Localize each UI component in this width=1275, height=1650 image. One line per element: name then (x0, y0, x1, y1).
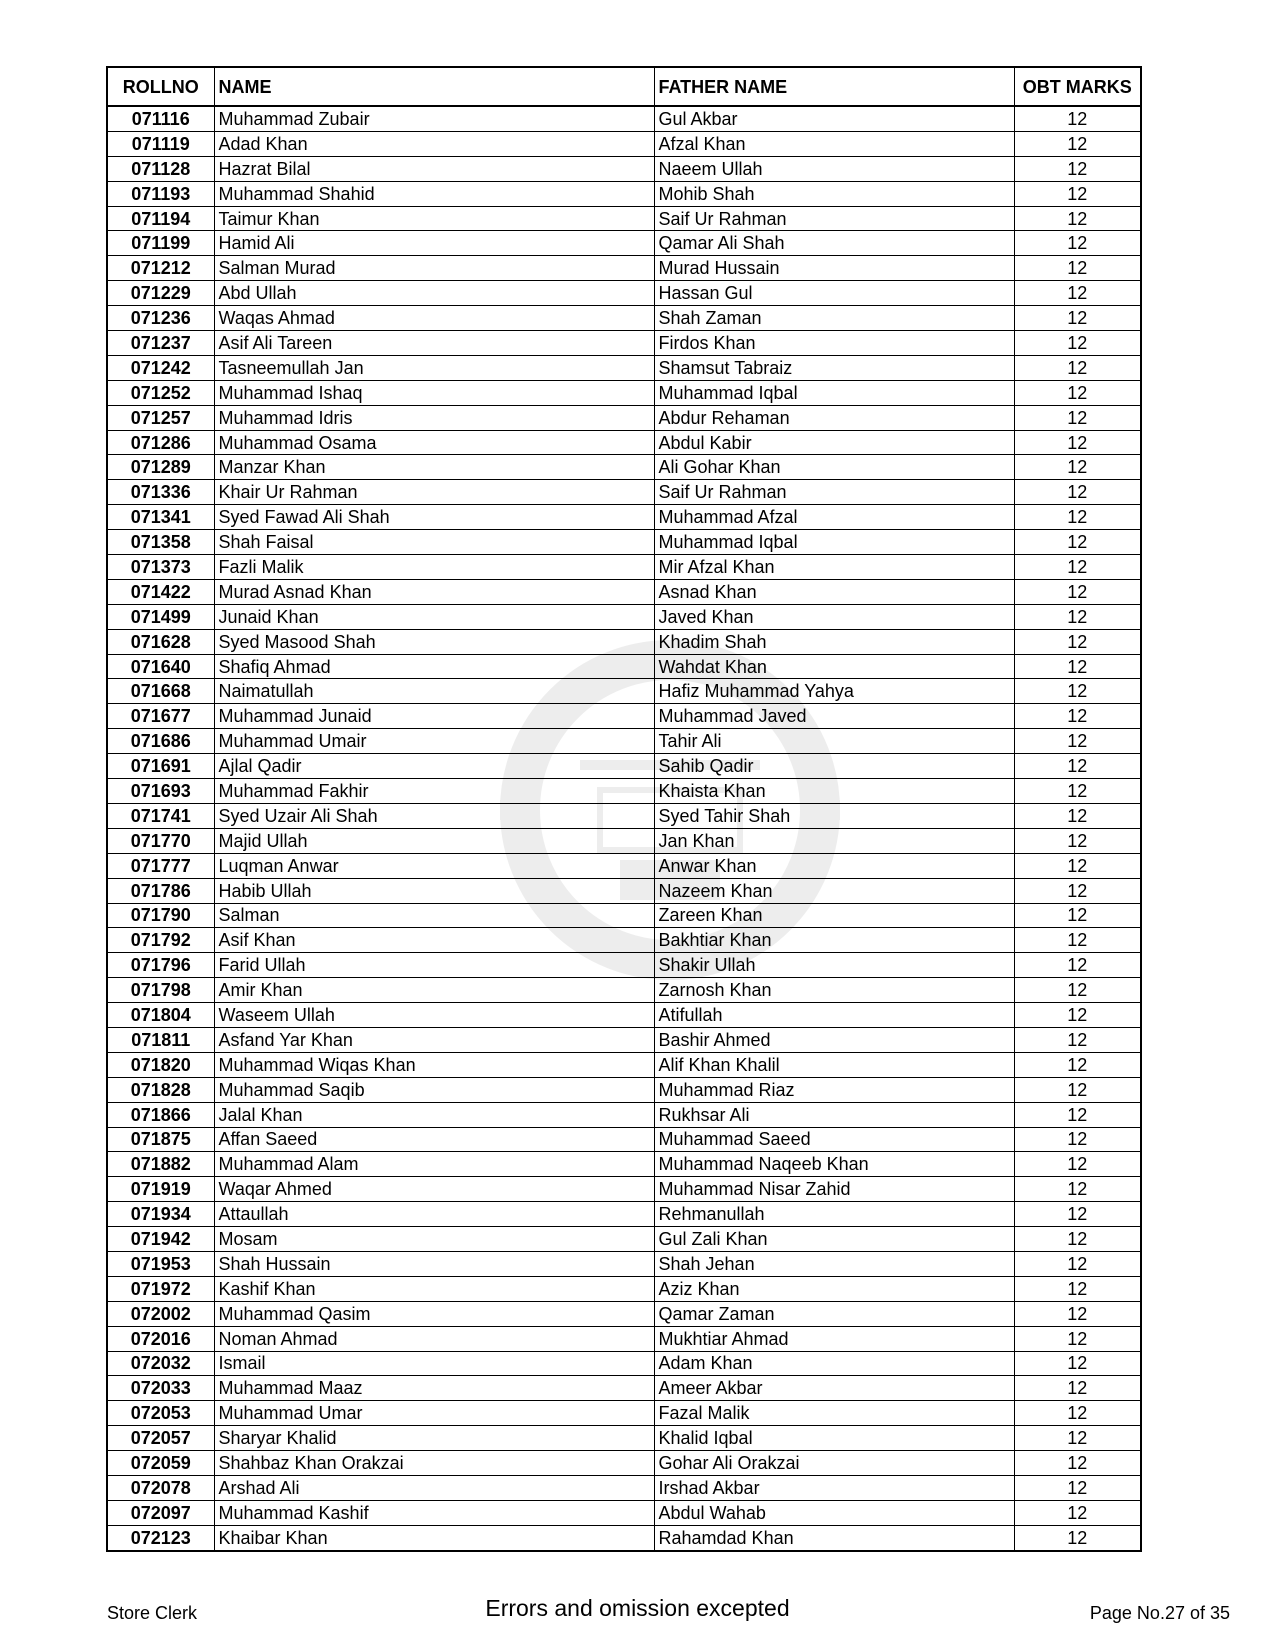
table-row (107, 779, 1141, 804)
roll-number-cell: 071796 (107, 953, 214, 978)
roll-number-cell: 071875 (107, 1127, 214, 1152)
father-name-cell: Saif Ur Rahman (654, 206, 1014, 231)
name-cell: Khaibar Khan (214, 1525, 654, 1550)
roll-number-cell: 071790 (107, 903, 214, 928)
father-name-cell: Gul Akbar (654, 106, 1014, 131)
name-cell: Khair Ur Rahman (214, 480, 654, 505)
roll-number-cell: 071972 (107, 1276, 214, 1301)
name-cell: Muhammad Wiqas Khan (214, 1052, 654, 1077)
marks-cell: 12 (1014, 1152, 1141, 1177)
roll-number-cell: 071882 (107, 1152, 214, 1177)
marks-cell: 12 (1014, 1102, 1141, 1127)
name-cell: Muhammad Ishaq (214, 380, 654, 405)
table-row (107, 1326, 1141, 1351)
father-name-cell: Muhammad Riaz (654, 1077, 1014, 1102)
father-name-cell: Bakhtiar Khan (654, 928, 1014, 953)
father-name-cell: Khalid Iqbal (654, 1426, 1014, 1451)
roll-number-cell: 071422 (107, 579, 214, 604)
table-row (107, 430, 1141, 455)
name-cell: Muhammad Saqib (214, 1077, 654, 1102)
father-name-cell: Bashir Ahmed (654, 1027, 1014, 1052)
name-cell: Arshad Ali (214, 1475, 654, 1500)
roll-number-cell: 071237 (107, 331, 214, 356)
roll-number-cell: 071942 (107, 1227, 214, 1252)
marks-cell: 12 (1014, 1251, 1141, 1276)
name-cell: Muhammad Qasim (214, 1301, 654, 1326)
table-row (107, 281, 1141, 306)
roll-number-cell: 071286 (107, 430, 214, 455)
roll-number-cell: 071199 (107, 231, 214, 256)
marks-cell: 12 (1014, 1500, 1141, 1525)
father-name-cell: Gul Zali Khan (654, 1227, 1014, 1252)
name-cell: Adad Khan (214, 131, 654, 156)
marks-cell: 12 (1014, 1525, 1141, 1550)
table-row (107, 1525, 1141, 1550)
name-cell: Syed Uzair Ali Shah (214, 803, 654, 828)
father-name-cell: Firdos Khan (654, 331, 1014, 356)
table-row (107, 106, 1141, 131)
roll-number-cell: 071741 (107, 803, 214, 828)
roll-number-cell: 071777 (107, 853, 214, 878)
roll-number-cell: 071194 (107, 206, 214, 231)
roll-number-cell: 072002 (107, 1301, 214, 1326)
table-row (107, 380, 1141, 405)
table-row (107, 231, 1141, 256)
marks-cell: 12 (1014, 281, 1141, 306)
marks-cell: 12 (1014, 156, 1141, 181)
header-name: NAME (214, 67, 654, 106)
marks-cell: 12 (1014, 779, 1141, 804)
father-name-cell: Rehmanullah (654, 1202, 1014, 1227)
marks-cell: 12 (1014, 1227, 1141, 1252)
marks-cell: 12 (1014, 903, 1141, 928)
marks-cell: 12 (1014, 754, 1141, 779)
results-table (106, 66, 1142, 1552)
father-name-cell: Jan Khan (654, 828, 1014, 853)
table-row (107, 1251, 1141, 1276)
table-row (107, 480, 1141, 505)
father-name-cell: Shamsut Tabraiz (654, 355, 1014, 380)
footer-page-number: Page No.27 of 35 (1089, 1603, 1230, 1623)
father-name-cell: Zarnosh Khan (654, 978, 1014, 1003)
father-name-cell: Saif Ur Rahman (654, 480, 1014, 505)
roll-number-cell: 071242 (107, 355, 214, 380)
name-cell: Farid Ullah (214, 953, 654, 978)
father-name-cell: Qamar Ali Shah (654, 231, 1014, 256)
roll-number-cell: 072059 (107, 1451, 214, 1476)
father-name-cell: Abdur Rehaman (654, 405, 1014, 430)
father-name-cell: Fazal Malik (654, 1401, 1014, 1426)
marks-cell: 12 (1014, 1027, 1141, 1052)
father-name-cell: Gohar Ali Orakzai (654, 1451, 1014, 1476)
table-row (107, 530, 1141, 555)
father-name-cell: Murad Hussain (654, 256, 1014, 281)
table-row (107, 1003, 1141, 1028)
marks-cell: 12 (1014, 629, 1141, 654)
marks-cell: 12 (1014, 206, 1141, 231)
name-cell: Luqman Anwar (214, 853, 654, 878)
roll-number-cell: 071341 (107, 505, 214, 530)
name-cell: Muhammad Maaz (214, 1376, 654, 1401)
table-row (107, 853, 1141, 878)
roll-number-cell: 072053 (107, 1401, 214, 1426)
roll-number-cell: 071919 (107, 1177, 214, 1202)
table-row (107, 1127, 1141, 1152)
father-name-cell: Tahir Ali (654, 729, 1014, 754)
father-name-cell: Syed Tahir Shah (654, 803, 1014, 828)
roll-number-cell: 071786 (107, 878, 214, 903)
name-cell: Muhammad Umar (214, 1401, 654, 1426)
table-row (107, 679, 1141, 704)
roll-number-cell: 071628 (107, 629, 214, 654)
marks-cell: 12 (1014, 1426, 1141, 1451)
name-cell: Hazrat Bilal (214, 156, 654, 181)
father-name-cell: Ameer Akbar (654, 1376, 1014, 1401)
table-row (107, 455, 1141, 480)
roll-number-cell: 072123 (107, 1525, 214, 1550)
roll-number-cell: 071116 (107, 106, 214, 131)
roll-number-cell: 071640 (107, 654, 214, 679)
roll-number-cell: 071770 (107, 828, 214, 853)
father-name-cell: Shakir Ullah (654, 953, 1014, 978)
marks-cell: 12 (1014, 1127, 1141, 1152)
table-row (107, 1202, 1141, 1227)
marks-cell: 12 (1014, 355, 1141, 380)
father-name-cell: Rahamdad Khan (654, 1525, 1014, 1550)
roll-number-cell: 071953 (107, 1251, 214, 1276)
marks-cell: 12 (1014, 704, 1141, 729)
table-row (107, 629, 1141, 654)
father-name-cell: Alif Khan Khalil (654, 1052, 1014, 1077)
table-row (107, 1351, 1141, 1376)
marks-cell: 12 (1014, 430, 1141, 455)
father-name-cell: Muhammad Saeed (654, 1127, 1014, 1152)
name-cell: Salman (214, 903, 654, 928)
header-rollno: ROLLNO (107, 67, 214, 106)
father-name-cell: Khadim Shah (654, 629, 1014, 654)
roll-number-cell: 071257 (107, 405, 214, 430)
father-name-cell: Muhammad Iqbal (654, 380, 1014, 405)
marks-cell: 12 (1014, 729, 1141, 754)
father-name-cell: Shah Jehan (654, 1251, 1014, 1276)
marks-cell: 12 (1014, 106, 1141, 131)
table-row (107, 156, 1141, 181)
table-row (107, 131, 1141, 156)
name-cell: Tasneemullah Jan (214, 355, 654, 380)
marks-cell: 12 (1014, 679, 1141, 704)
marks-cell: 12 (1014, 231, 1141, 256)
roll-number-cell: 071828 (107, 1077, 214, 1102)
marks-cell: 12 (1014, 953, 1141, 978)
table-row (107, 1376, 1141, 1401)
marks-cell: 12 (1014, 1301, 1141, 1326)
roll-number-cell: 071193 (107, 181, 214, 206)
roll-number-cell: 071128 (107, 156, 214, 181)
table-row (107, 331, 1141, 356)
marks-cell: 12 (1014, 928, 1141, 953)
roll-number-cell: 071798 (107, 978, 214, 1003)
marks-cell: 12 (1014, 1326, 1141, 1351)
roll-number-cell: 072016 (107, 1326, 214, 1351)
marks-cell: 12 (1014, 1202, 1141, 1227)
roll-number-cell: 071229 (107, 281, 214, 306)
roll-number-cell: 071236 (107, 306, 214, 331)
table-row (107, 256, 1141, 281)
roll-number-cell: 072078 (107, 1475, 214, 1500)
table-row (107, 1500, 1141, 1525)
name-cell: Murad Asnad Khan (214, 579, 654, 604)
roll-number-cell: 071119 (107, 131, 214, 156)
marks-cell: 12 (1014, 455, 1141, 480)
marks-cell: 12 (1014, 1451, 1141, 1476)
roll-number-cell: 071866 (107, 1102, 214, 1127)
table-row (107, 1152, 1141, 1177)
marks-cell: 12 (1014, 1077, 1141, 1102)
roll-number-cell: 071212 (107, 256, 214, 281)
father-name-cell: Aziz Khan (654, 1276, 1014, 1301)
marks-cell: 12 (1014, 1276, 1141, 1301)
table-row (107, 505, 1141, 530)
table-row (107, 355, 1141, 380)
father-name-cell: Atifullah (654, 1003, 1014, 1028)
father-name-cell: Mohib Shah (654, 181, 1014, 206)
name-cell: Kashif Khan (214, 1276, 654, 1301)
roll-number-cell: 072057 (107, 1426, 214, 1451)
name-cell: Shah Hussain (214, 1251, 654, 1276)
name-cell: Mosam (214, 1227, 654, 1252)
table-row (107, 754, 1141, 779)
father-name-cell: Afzal Khan (654, 131, 1014, 156)
marks-cell: 12 (1014, 306, 1141, 331)
table-row (107, 953, 1141, 978)
name-cell: Syed Fawad Ali Shah (214, 505, 654, 530)
name-cell: Salman Murad (214, 256, 654, 281)
table-row (107, 1102, 1141, 1127)
table-row (107, 1426, 1141, 1451)
father-name-cell: Mukhtiar Ahmad (654, 1326, 1014, 1351)
marks-cell: 12 (1014, 604, 1141, 629)
father-name-cell: Adam Khan (654, 1351, 1014, 1376)
father-name-cell: Javed Khan (654, 604, 1014, 629)
name-cell: Muhammad Osama (214, 430, 654, 455)
marks-cell: 12 (1014, 331, 1141, 356)
marks-cell: 12 (1014, 828, 1141, 853)
father-name-cell: Wahdat Khan (654, 654, 1014, 679)
roll-number-cell: 071811 (107, 1027, 214, 1052)
roll-number-cell: 071677 (107, 704, 214, 729)
name-cell: Junaid Khan (214, 604, 654, 629)
table-row (107, 1401, 1141, 1426)
roll-number-cell: 071358 (107, 530, 214, 555)
father-name-cell: Muhammad Naqeeb Khan (654, 1152, 1014, 1177)
marks-cell: 12 (1014, 1401, 1141, 1426)
table-row (107, 555, 1141, 580)
name-cell: Habib Ullah (214, 878, 654, 903)
name-cell: Noman Ahmad (214, 1326, 654, 1351)
marks-cell: 12 (1014, 555, 1141, 580)
table-row (107, 181, 1141, 206)
roll-number-cell: 071668 (107, 679, 214, 704)
marks-cell: 12 (1014, 181, 1141, 206)
name-cell: Waqar Ahmed (214, 1177, 654, 1202)
name-cell: Muhammad Umair (214, 729, 654, 754)
father-name-cell: Hassan Gul (654, 281, 1014, 306)
name-cell: Muhammad Alam (214, 1152, 654, 1177)
roll-number-cell: 071693 (107, 779, 214, 804)
name-cell: Muhammad Junaid (214, 704, 654, 729)
table-row (107, 1301, 1141, 1326)
name-cell: Affan Saeed (214, 1127, 654, 1152)
name-cell: Shah Faisal (214, 530, 654, 555)
table-row (107, 803, 1141, 828)
name-cell: Hamid Ali (214, 231, 654, 256)
father-name-cell: Rukhsar Ali (654, 1102, 1014, 1127)
marks-cell: 12 (1014, 256, 1141, 281)
marks-cell: 12 (1014, 380, 1141, 405)
father-name-cell: Abdul Kabir (654, 430, 1014, 455)
roll-number-cell: 071691 (107, 754, 214, 779)
roll-number-cell: 071499 (107, 604, 214, 629)
name-cell: Asif Ali Tareen (214, 331, 654, 356)
table-row (107, 878, 1141, 903)
name-cell: Sharyar Khalid (214, 1426, 654, 1451)
father-name-cell: Asnad Khan (654, 579, 1014, 604)
name-cell: Muhammad Idris (214, 405, 654, 430)
marks-cell: 12 (1014, 978, 1141, 1003)
marks-cell: 12 (1014, 1052, 1141, 1077)
father-name-cell: Muhammad Nisar Zahid (654, 1177, 1014, 1202)
name-cell: Ismail (214, 1351, 654, 1376)
table-row (107, 1052, 1141, 1077)
marks-cell: 12 (1014, 853, 1141, 878)
table-row (107, 579, 1141, 604)
table-row (107, 903, 1141, 928)
father-name-cell: Irshad Akbar (654, 1475, 1014, 1500)
marks-cell: 12 (1014, 878, 1141, 903)
marks-cell: 12 (1014, 1003, 1141, 1028)
father-name-cell: Sahib Qadir (654, 754, 1014, 779)
father-name-cell: Khaista Khan (654, 779, 1014, 804)
father-name-cell: Qamar Zaman (654, 1301, 1014, 1326)
marks-cell: 12 (1014, 654, 1141, 679)
roll-number-cell: 071373 (107, 555, 214, 580)
roll-number-cell: 071336 (107, 480, 214, 505)
roll-number-cell: 071792 (107, 928, 214, 953)
father-name-cell: Mir Afzal Khan (654, 555, 1014, 580)
table-row (107, 306, 1141, 331)
marks-cell: 12 (1014, 530, 1141, 555)
roll-number-cell: 071686 (107, 729, 214, 754)
name-cell: Naimatullah (214, 679, 654, 704)
name-cell: Fazli Malik (214, 555, 654, 580)
marks-cell: 12 (1014, 579, 1141, 604)
table-row (107, 1027, 1141, 1052)
father-name-cell: Hafiz Muhammad Yahya (654, 679, 1014, 704)
father-name-cell: Shah Zaman (654, 306, 1014, 331)
father-name-cell: Muhammad Iqbal (654, 530, 1014, 555)
name-cell: Muhammad Fakhir (214, 779, 654, 804)
table-row (107, 1451, 1141, 1476)
name-cell: Jalal Khan (214, 1102, 654, 1127)
name-cell: Syed Masood Shah (214, 629, 654, 654)
marks-cell: 12 (1014, 480, 1141, 505)
marks-cell: 12 (1014, 1351, 1141, 1376)
name-cell: Shahbaz Khan Orakzai (214, 1451, 654, 1476)
table-row (107, 604, 1141, 629)
name-cell: Abd Ullah (214, 281, 654, 306)
name-cell: Asfand Yar Khan (214, 1027, 654, 1052)
roll-number-cell: 071289 (107, 455, 214, 480)
marks-cell: 12 (1014, 1177, 1141, 1202)
marks-cell: 12 (1014, 1376, 1141, 1401)
father-name-cell: Naeem Ullah (654, 156, 1014, 181)
name-cell: Majid Ullah (214, 828, 654, 853)
table-row (107, 1177, 1141, 1202)
name-cell: Ajlal Qadir (214, 754, 654, 779)
father-name-cell: Anwar Khan (654, 853, 1014, 878)
table-row (107, 1276, 1141, 1301)
marks-cell: 12 (1014, 1475, 1141, 1500)
name-cell: Asif Khan (214, 928, 654, 953)
marks-cell: 12 (1014, 131, 1141, 156)
table-row (107, 1475, 1141, 1500)
header-father-name: FATHER NAME (654, 67, 1014, 106)
name-cell: Shafiq Ahmad (214, 654, 654, 679)
table-header-row (107, 67, 1141, 106)
name-cell: Waqas Ahmad (214, 306, 654, 331)
footer-store-clerk: Store Clerk (107, 1603, 198, 1623)
table-row (107, 704, 1141, 729)
father-name-cell: Muhammad Afzal (654, 505, 1014, 530)
name-cell: Attaullah (214, 1202, 654, 1227)
name-cell: Waseem Ullah (214, 1003, 654, 1028)
roll-number-cell: 071820 (107, 1052, 214, 1077)
name-cell: Muhammad Shahid (214, 181, 654, 206)
table-row (107, 654, 1141, 679)
table-row (107, 206, 1141, 231)
table-row (107, 729, 1141, 754)
roll-number-cell: 072033 (107, 1376, 214, 1401)
header-obt-marks: OBT MARKS (1014, 67, 1141, 106)
roll-number-cell: 071804 (107, 1003, 214, 1028)
father-name-cell: Nazeem Khan (654, 878, 1014, 903)
table-row (107, 828, 1141, 853)
marks-cell: 12 (1014, 505, 1141, 530)
name-cell: Amir Khan (214, 978, 654, 1003)
name-cell: Muhammad Kashif (214, 1500, 654, 1525)
father-name-cell: Ali Gohar Khan (654, 455, 1014, 480)
father-name-cell: Muhammad Javed (654, 704, 1014, 729)
roll-number-cell: 072032 (107, 1351, 214, 1376)
table-row (107, 978, 1141, 1003)
roll-number-cell: 071934 (107, 1202, 214, 1227)
table-row (107, 928, 1141, 953)
father-name-cell: Abdul Wahab (654, 1500, 1014, 1525)
roll-number-cell: 071252 (107, 380, 214, 405)
table-row (107, 1077, 1141, 1102)
table-row (107, 405, 1141, 430)
name-cell: Manzar Khan (214, 455, 654, 480)
marks-cell: 12 (1014, 803, 1141, 828)
footer-disclaimer: Errors and omission excepted (485, 1595, 790, 1621)
father-name-cell: Zareen Khan (654, 903, 1014, 928)
name-cell: Muhammad Zubair (214, 106, 654, 131)
marks-cell: 12 (1014, 405, 1141, 430)
roll-number-cell: 072097 (107, 1500, 214, 1525)
table-row (107, 1227, 1141, 1252)
name-cell: Taimur Khan (214, 206, 654, 231)
